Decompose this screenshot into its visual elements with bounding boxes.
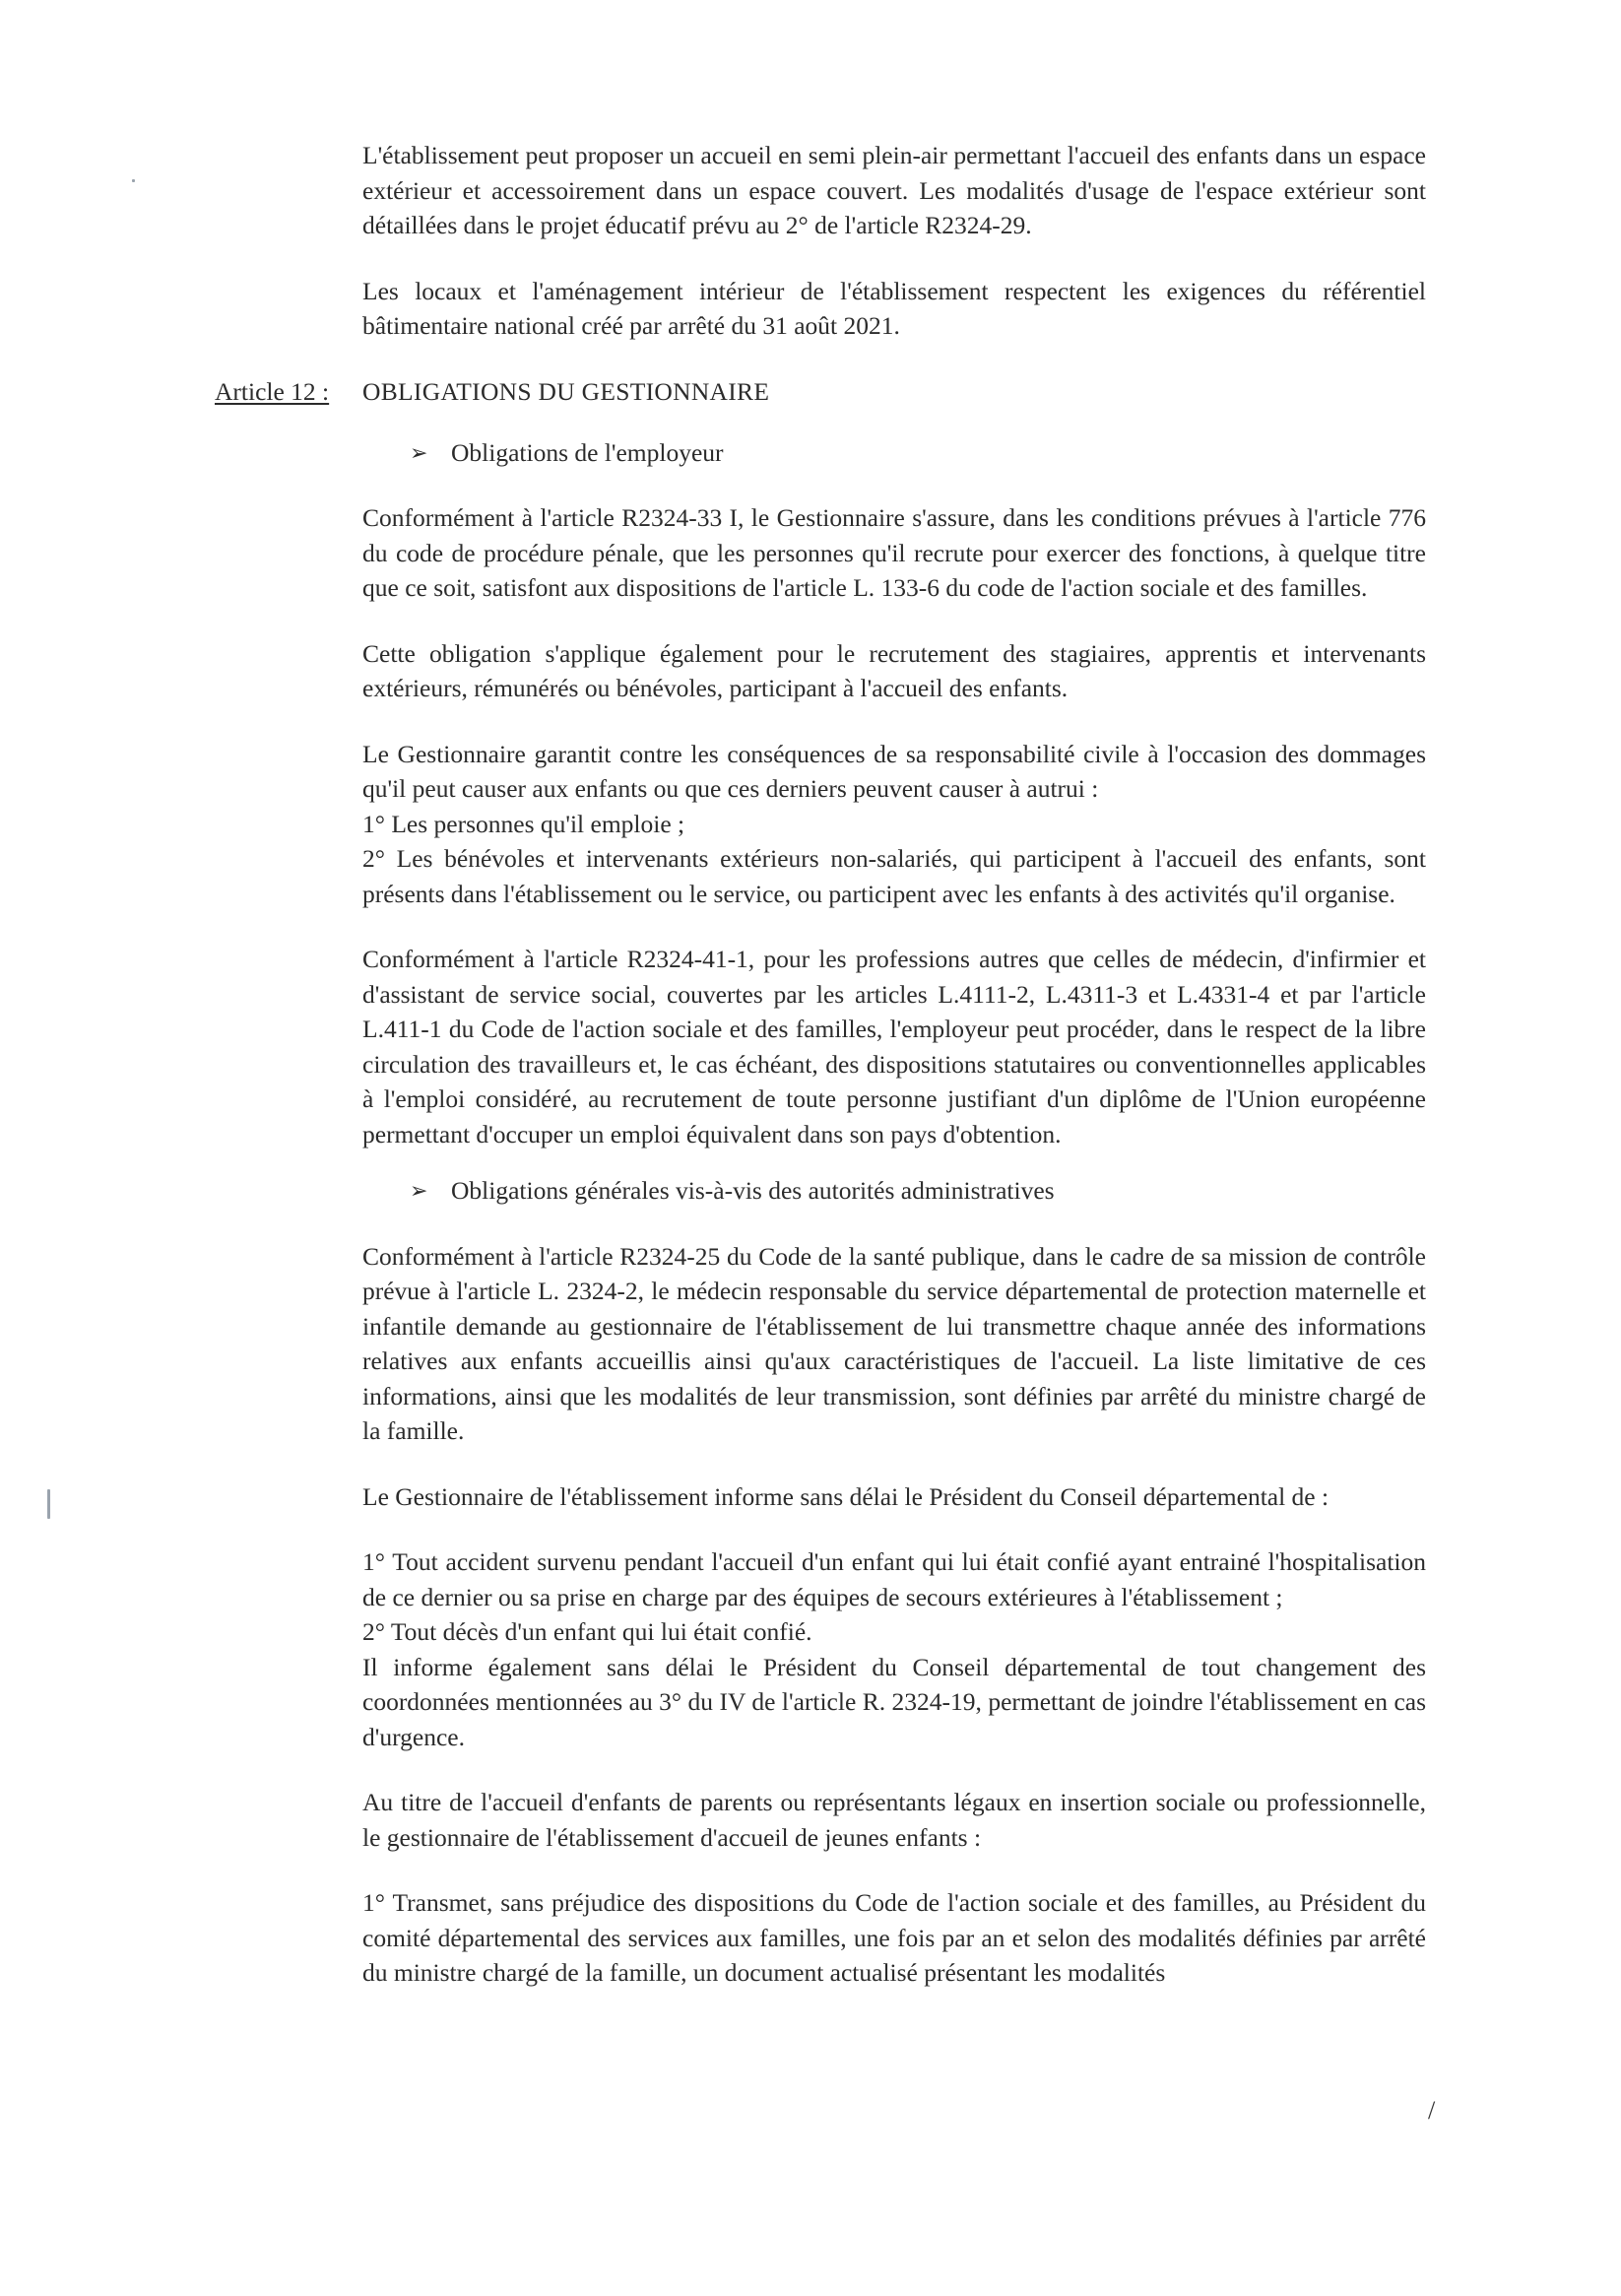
paragraph-locaux: Les locaux et l'aménagement intérieur de l'établissement respectent les exigences du référentiel bâtimentaire national créé par arrêté du 31 août 2021.	[362, 276, 1426, 340]
paragraph-authorities-controle: Conformément à l'article R2324-25 du Code de la santé publique, dans le cadre de sa mission de contrôle prévue à l'article L. 2324-2, le médecin responsable du service départemental de protection maternelle et infantile demande au gestionnaire de l'établissement de lui transmettre chaque année des informations relatives aux enfants accueillis ainsi qu'aux caractéristiques de l'accueil. La liste limitative de ces informations, ainsi que les modalités de leur transmission, sont définies par arrêté du ministre chargé de la famille.	[362, 1241, 1426, 1445]
document-body	[215, 138, 1426, 1991]
arrow-bullet-icon: ➢	[410, 439, 428, 465]
list-item: 1° Les personnes qu'il emploie ;	[362, 809, 685, 838]
article-heading	[215, 374, 1426, 414]
list-item: 2° Les bénévoles et intervenants extérieurs non-salariés, qui participent à l'accueil des enfants, sont présents dans l'établissement ou le service, ou participent avec les enfants à des activités qu'il organise.	[362, 844, 1426, 908]
page-mark: /	[1428, 2096, 1436, 2125]
scan-artifact	[132, 179, 135, 182]
list-item: 2° Tout décès d'un enfant qui lui était confié.	[362, 1617, 812, 1646]
subheading-employer	[410, 435, 1426, 471]
paragraph-employer-stagiaires: Cette obligation s'applique également pour le recrutement des stagiaires, apprentis et intervenants extérieurs, rémunérés ou bénévoles, participant à l'accueil des enfants.	[362, 638, 1426, 702]
subheading-authorities	[410, 1173, 1426, 1209]
scan-artifact	[47, 1489, 50, 1519]
arrow-bullet-icon: ➢	[410, 1178, 428, 1203]
paragraph-authorities-coordonnees: Il informe également sans délai le Président du Conseil départemental de tout changement des coordonnées mentionnées au 3° du IV de l'article R. 2324-19, permettant de joindre l'établissement en cas d'urgence.	[362, 1652, 1426, 1751]
list-item: 1° Tout accident survenu pendant l'accueil d'un enfant qui lui était confié ayant entrainé l'hospitalisation de ce dernier ou sa prise en charge par des équipes de secours extérieures à l'établissement ;	[362, 1547, 1426, 1611]
paragraph-employer-recruitment: Conformément à l'article R2324-33 I, le Gestionnaire s'assure, dans les conditions prévues à l'article 776 du code de procédure pénale, que les personnes qu'il recrute pour exercer des fonctions, à quelque titre que ce soit, satisfont aux dispositions de l'article L. 133-6 du code de l'action sociale et des familles.	[362, 503, 1426, 602]
subheading-employer-text: Obligations de l'employeur	[451, 437, 724, 467]
paragraph-authorities-insertion: Au titre de l'accueil d'enfants de parents ou représentants légaux en insertion sociale ou professionnelle, le gestionnaire de l'établissement d'accueil de jeunes enfants :	[362, 1788, 1426, 1852]
subheading-authorities-text: Obligations générales vis-à-vis des autorités administratives	[451, 1176, 1055, 1205]
article-title: OBLIGATIONS DU GESTIONNAIRE	[362, 376, 770, 406]
paragraph-semi-plein-air: L'établissement peut proposer un accueil en semi plein-air permettant l'accueil des enfants dans un espace extérieur et accessoirement dans un espace couvert. Les modalités d'usage de l'espace extérieur sont détaillées dans le projet éducatif prévu au 2° de l'article R2324-29.	[362, 141, 1426, 239]
paragraph-employer-responsabilite: Le Gestionnaire garantit contre les conséquences de sa responsabilité civile à l'occasion des dommages qu'il peut causer aux enfants ou que ces derniers peuvent causer à autrui :	[362, 739, 1426, 803]
paragraph-employer-diplome: Conformément à l'article R2324-41-1, pour les professions autres que celles de médecin, d'infirmier et d'assistant de service social, couvertes par les articles L.4111-2, L.4311-3 et L.4331-4 et par l'article L.411-1 du Code de l'action sociale et des familles, l'employeur peut procéder, dans le respect de la libre circulation des travailleurs et, le cas échéant, des dispositions statutaires ou conventionnelles applicables à l'emploi considéré, au recrutement de toute personne justifiant d'un diplôme de l'Union européenne permettant d'occuper un emploi équivalent dans son pays d'obtention.	[362, 945, 1426, 1148]
paragraph-authorities-informe: Le Gestionnaire de l'établissement informe sans délai le Président du Conseil départemental de :	[362, 1481, 1329, 1511]
article-number: Article 12 :	[215, 376, 330, 406]
paragraph-authorities-transmet: 1° Transmet, sans préjudice des dispositions du Code de l'action sociale et des familles, au Président du comité départemental des services aux familles, une fois par an et selon des modalités définies par arrêté du ministre chargé de la famille, un document actualisé présentant les modalités	[362, 1888, 1426, 1987]
